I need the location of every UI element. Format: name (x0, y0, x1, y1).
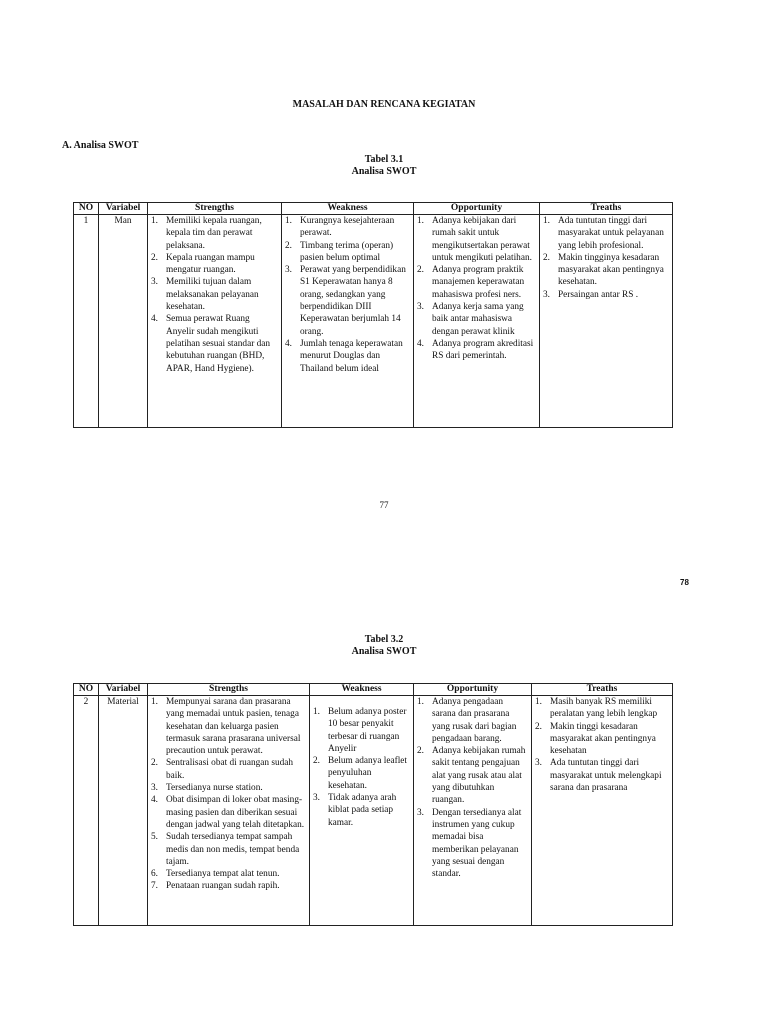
list-item (417, 745, 528, 806)
list-number: 1. (151, 697, 158, 707)
list-number: 2. (417, 746, 424, 757)
numbered-list (417, 696, 528, 880)
page-number: 77 (379, 500, 389, 510)
list-item-text: Masih banyak RS memiliki peralatan yang lebih lengkap (550, 697, 658, 720)
header-treaths: Treaths (532, 684, 673, 696)
list-number: 1. (417, 697, 424, 707)
table-caption: Tabel 3.1 (364, 154, 404, 165)
list-item-text: Penataan ruangan sudah rapih. (166, 881, 280, 892)
list-number: 1. (543, 216, 550, 226)
list-item (151, 215, 278, 252)
list-item (417, 696, 528, 745)
list-number: 2. (417, 265, 424, 276)
header-no: NO (74, 203, 99, 215)
list-item-text: Kurangnya kesejahteraan perawat. (300, 216, 395, 239)
numbered-list (535, 696, 669, 794)
header-variabel: Variabel (99, 203, 148, 215)
list-item (535, 696, 669, 721)
table-caption: Tabel 3.2 (364, 634, 404, 645)
list-number: 3. (535, 758, 542, 769)
list-item (151, 831, 306, 868)
numbered-list (151, 696, 306, 893)
strengths-cell (148, 696, 310, 926)
swot-table-2 (73, 683, 673, 926)
list-item-text: Kepala ruangan mampu mengatur ruangan. (166, 252, 255, 276)
list-item (417, 264, 536, 301)
numbered-list (313, 706, 410, 829)
list-number: 6. (151, 869, 158, 880)
list-item-text: Belum adanya leaflet penyuluhan kesehatan. (328, 756, 407, 791)
list-number: 3. (417, 302, 424, 313)
table-subcaption: Analisa SWOT (351, 646, 417, 657)
list-item-text: Tersedianya nurse station. (166, 783, 263, 794)
strengths-cell (148, 215, 282, 428)
header-strengths: Strengths (148, 203, 282, 215)
table-row (74, 215, 673, 428)
numbered-list (417, 215, 536, 363)
list-item-text: Makin tingginya kesadaran masyarakat akan pentingnya kesehatan. (558, 252, 664, 288)
list-item (285, 264, 410, 338)
list-number: 4. (417, 338, 424, 349)
list-item-text: Sentralisasi obat di ruangan sudah baik. (166, 758, 294, 781)
list-item-text: Adanya kebijakan rumah sakit tentang pengajuan alat yang rusak atau alat yang dibutuhkan ruangan. (432, 746, 526, 806)
list-item (535, 721, 669, 758)
list-item (151, 252, 278, 277)
numbered-list (285, 215, 410, 375)
list-item-text: Sudah tersedianya tempat sampah medis dan non medis, tempat benda tajam. (166, 832, 300, 867)
list-number: 3. (417, 807, 424, 818)
list-item (313, 706, 410, 755)
list-item-text: Memiliki kepala ruangan, kepala tim dan perawat pelaksana. (166, 216, 262, 251)
list-item (151, 868, 306, 880)
numbered-list (543, 215, 669, 301)
list-number: 3. (313, 793, 320, 804)
list-item (417, 215, 536, 264)
row-variabel: Man (99, 215, 148, 428)
list-number: 3. (285, 265, 292, 276)
list-item-text: Tersedianya tempat alat tenun. (166, 869, 280, 880)
list-number: 3. (151, 783, 158, 794)
list-number: 3. (543, 289, 550, 300)
list-number: 5. (151, 832, 158, 843)
table-row (74, 696, 673, 926)
list-number: 2. (151, 252, 158, 263)
list-number: 4. (285, 338, 292, 349)
list-item (151, 313, 278, 374)
list-item-text: Perawat yang berpendidikan S1 Keperawatan hanya 8 orang, sedangkan yang berpendidikan DIII Keperawatan berjumlah 14 orang. (300, 265, 406, 337)
header-opportunity: Opportunity (414, 684, 532, 696)
list-number: 3. (151, 277, 158, 288)
list-item-text: Tidak adanya arah kiblat pada setiap kamar. (328, 793, 397, 828)
list-item-text: Obat disimpan di loker obat masing-masing pasien dan diberikan sesuai dengan jadwal yang telah ditetapkan. (166, 795, 305, 830)
list-item-text: Ada tuntutan tinggi dari masyarakat untuk melengkapi sarana dan prasarana (550, 758, 662, 794)
section-heading: A. Analisa SWOT (62, 140, 139, 151)
list-item-text: Adanya kebijakan dari rumah sakit untuk mengikutsertakan perawat untuk mengikuti pelatihan. (432, 216, 532, 263)
list-item (417, 807, 528, 881)
list-number: 7. (151, 881, 158, 892)
list-number: 1. (151, 216, 158, 226)
list-item (151, 782, 306, 794)
weakness-cell (282, 215, 414, 428)
list-item-text: Semua perawat Ruang Anyelir sudah mengikuti pelatihan sesuai standar dan kebutuhan ruangan (BHD, APAR, Hand Hygiene). (166, 314, 271, 374)
list-number: 2. (535, 721, 542, 732)
list-number: 1. (535, 697, 542, 707)
list-item-text: Adanya pengadaan sarana dan prasarana yang rusak dari bagian pengadaan barang. (432, 697, 517, 744)
page-number: 78 (680, 578, 689, 587)
row-variabel: Material (99, 696, 148, 926)
header-strengths: Strengths (148, 684, 310, 696)
list-item (543, 289, 669, 301)
list-number: 1. (313, 707, 320, 717)
table-subcaption: Analisa SWOT (351, 166, 417, 177)
list-number: 4. (151, 314, 158, 325)
list-item (285, 215, 410, 240)
opportunity-cell (414, 215, 540, 428)
list-number: 4. (151, 795, 158, 806)
list-item-text: Adanya program praktik manajemen keperawatan mahasiswa profesi ners. (432, 265, 525, 300)
list-item-text: Adanya program akreditasi RS dari pemerintah. (432, 338, 534, 362)
list-item (313, 792, 410, 829)
header-treaths: Treaths (540, 203, 673, 215)
list-item-text: Ada tuntutan tinggi dari masyarakat untuk pelayanan yang lebih profesional. (558, 216, 664, 251)
list-item (417, 338, 536, 363)
list-item-text: Makin tinggi kesadaran masyarakat akan pentingnya kesehatan (550, 721, 656, 757)
list-item (151, 757, 306, 782)
swot-table-1 (73, 202, 673, 428)
treaths-cell (532, 696, 673, 926)
list-item (313, 755, 410, 792)
list-item-text: Adanya kerja sama yang baik antar mahasiswa dengan perawat klinik (432, 302, 524, 337)
list-number: 2. (313, 756, 320, 767)
header-weakness: Weakness (282, 203, 414, 215)
numbered-list (151, 215, 278, 375)
row-no: 1 (74, 215, 99, 428)
header-weakness: Weakness (310, 684, 414, 696)
list-item (151, 696, 306, 757)
list-number: 2. (285, 240, 292, 251)
list-item (543, 215, 669, 252)
list-item (151, 880, 306, 892)
list-number: 2. (151, 758, 158, 769)
list-item-text: Belum adanya poster 10 besar penyakit terbesar di ruangan Anyelir (328, 707, 407, 754)
list-item-text: Mempunyai sarana dan prasarana yang memadai untuk pasien, tenaga kesehatan dan keluarga pasien termasuk sarana prasarana universal precaution untuk perawat. (166, 697, 301, 757)
list-item-text: Dengan tersedianya alat instrumen yang cukup memadai bisa memberikan pelayanan yang sesuai dengan standar. (432, 807, 522, 880)
table-header-row (74, 684, 673, 696)
weakness-cell (310, 696, 414, 926)
list-number: 2. (543, 252, 550, 263)
list-number: 1. (285, 216, 292, 226)
list-item (151, 276, 278, 313)
page-title: MASALAH DAN RENCANA KEGIATAN (292, 99, 476, 110)
list-item (543, 252, 669, 289)
list-item-text: Jumlah tenaga keperawatan menurut Douglas dan Thailand belum ideal (300, 338, 403, 374)
header-variabel: Variabel (99, 684, 148, 696)
list-item (417, 301, 536, 338)
list-item-text: Timbang terima (operan) pasien belum optimal (300, 240, 394, 263)
table-header-row (74, 203, 673, 215)
treaths-cell (540, 215, 673, 428)
list-item-text: Persaingan antar RS . (558, 289, 639, 300)
list-number: 1. (417, 216, 424, 226)
list-item (535, 757, 669, 794)
list-item (285, 240, 410, 265)
list-item-text: Memiliki tujuan dalam melaksanakan pelayanan kesehatan. (166, 277, 259, 313)
row-no: 2 (74, 696, 99, 926)
header-no: NO (74, 684, 99, 696)
list-item (151, 794, 306, 831)
opportunity-cell (414, 696, 532, 926)
header-opportunity: Opportunity (414, 203, 540, 215)
list-item (285, 338, 410, 375)
